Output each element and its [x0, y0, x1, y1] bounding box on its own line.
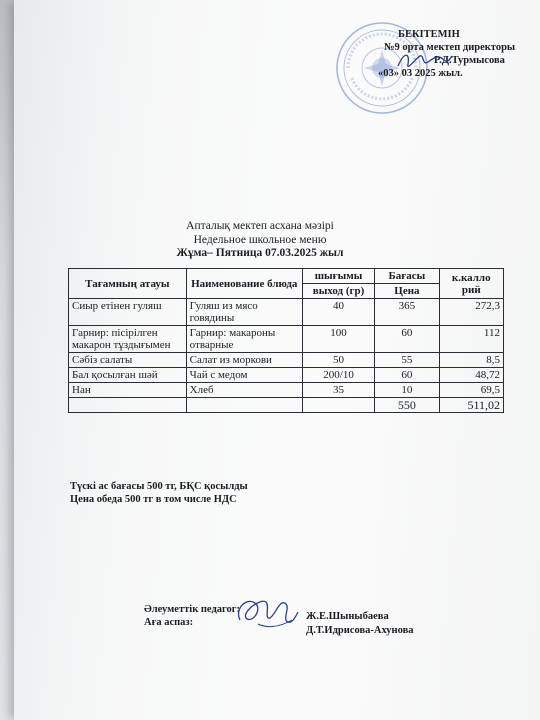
price-note-kz: Түскі ас бағасы 500 тг, БҚС қосылды [70, 481, 248, 492]
dish-kcal: 112 [439, 326, 503, 353]
dish-name-kz: Сәбіз салаты [69, 353, 187, 368]
role-social-pedagogue: Әлеуметтік педагог: [144, 604, 241, 615]
dish-kcal: 8,5 [439, 353, 503, 368]
dish-name-ru: Салат из моркови [186, 353, 302, 368]
dish-yield: 35 [302, 383, 375, 398]
dish-yield: 40 [302, 299, 375, 326]
pedagogue-signature [230, 590, 300, 634]
dish-kcal: 69,5 [439, 383, 503, 398]
dish-kcal: 272,3 [439, 299, 503, 326]
header-yield-ru: выход (гр) [302, 284, 375, 299]
dish-price: 60 [375, 368, 439, 383]
dish-yield: 50 [302, 353, 375, 368]
total-empty-cell [69, 398, 187, 413]
dish-kcal: 48,72 [439, 368, 503, 383]
approval-date: «03» 03 2025 жыл. [378, 68, 463, 79]
header-price-ru: Цена [375, 284, 439, 299]
table-total-row [69, 398, 504, 413]
dish-price: 55 [375, 353, 439, 368]
total-empty-cell [186, 398, 302, 413]
table-row [69, 299, 504, 326]
total-kcal: 511,02 [439, 398, 503, 413]
header-name-ru: Наименование блюда [186, 269, 302, 299]
dish-price: 10 [375, 383, 439, 398]
approval-title: БЕКІТЕМІН [398, 29, 460, 40]
approval-director: №9 орта мектеп директоры [384, 42, 516, 53]
dish-name-kz: Гарнир: пісірілген макарон тұздығымен [69, 326, 187, 353]
dish-price: 365 [375, 299, 439, 326]
header-kcal: к.калло рий [439, 269, 503, 299]
table-header-row [69, 269, 504, 284]
table-row [69, 383, 504, 398]
table-row [69, 353, 504, 368]
dish-name-kz: Сиыр етінен гуляш [69, 299, 187, 326]
price-note-ru: Цена обеда 500 тг в том числе НДС [70, 494, 237, 505]
dish-name-ru: Хлеб [186, 383, 302, 398]
name-head-cook: Д.Т.Идрисова-Ахунова [306, 624, 414, 636]
menu-title-block [150, 220, 370, 261]
approval-name: Р.Д.Турмысова [434, 55, 505, 66]
dish-name-ru: Гуляш из мясо говядины [186, 299, 302, 326]
title-date: Жұма– Пятница 07.03.2025 жыл [176, 247, 344, 259]
title-kz: Апталық мектеп асхана мәзірі [186, 220, 334, 232]
header-name-kz: Тағамның атауы [69, 269, 187, 299]
header-price-kz: Бағасы [375, 269, 439, 284]
dish-name-kz: Бал қосылған шәй [69, 368, 187, 383]
signature-names [306, 610, 414, 637]
dish-yield: 100 [302, 326, 375, 353]
table-row [69, 368, 504, 383]
signature-roles [144, 603, 240, 629]
price-note [70, 480, 248, 506]
total-empty-cell [302, 398, 375, 413]
dish-price: 60 [375, 326, 439, 353]
role-head-cook: Аға аспаз: [144, 617, 194, 628]
dish-name-kz: Нан [69, 383, 187, 398]
header-yield-kz: шығымы [302, 269, 375, 284]
director-signature [394, 48, 454, 74]
dish-yield: 200/10 [302, 368, 375, 383]
table-row [69, 326, 504, 353]
dish-name-ru: Чай с медом [186, 368, 302, 383]
title-ru: Недельное школьное меню [193, 233, 327, 246]
menu-table [68, 268, 504, 413]
dish-name-ru: Гарнир: макароны отварные [186, 326, 302, 353]
name-pedagogue: Ж.Е.Шыныбаева [306, 611, 389, 622]
total-price: 550 [375, 398, 439, 413]
